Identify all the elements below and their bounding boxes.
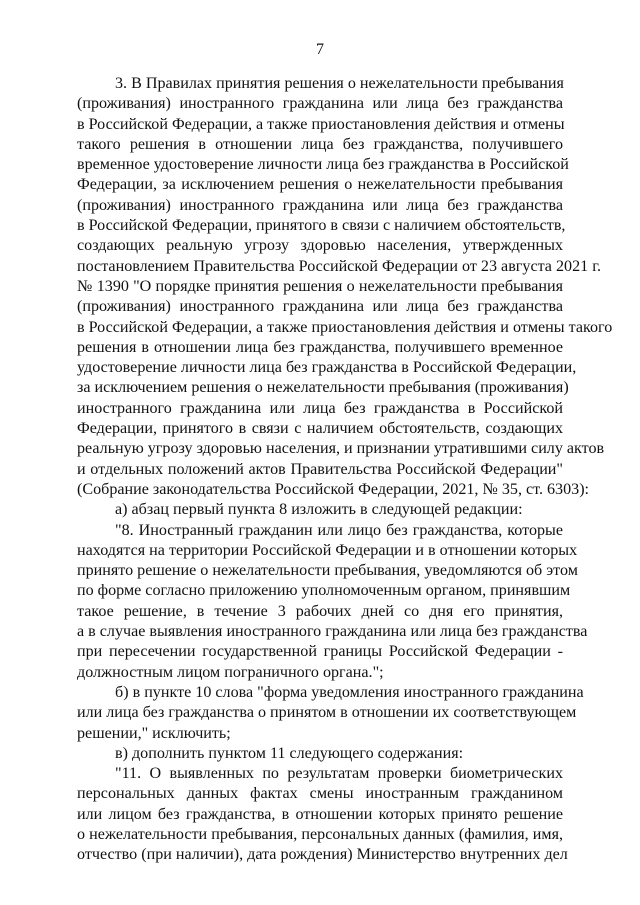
text-line: постановлением Правительства Российской Федерации от 23 августа 2021 г. — [77, 257, 601, 275]
text-line: создающих реальную угрозу здоровью населения, утвержденных — [77, 237, 563, 255]
text-line: временное удостоверение личности лица без гражданства в Российской — [77, 156, 569, 174]
text-line: реальную угрозу здоровью населения, и признании утратившими силу актов — [77, 440, 605, 458]
text-line: № 1390 "О порядке принятия решения о нежелательности пребывания — [77, 277, 563, 295]
text-line: а в случае выявления иностранного гражданина или лица без гражданства — [77, 623, 588, 641]
document-body — [77, 74, 613, 866]
text-line: "8. Иностранный гражданин или лицо без гражданства, которые — [115, 521, 563, 539]
text-line: по форме согласно приложению уполномоченным органом, принявшим — [77, 582, 571, 600]
text-line: персональных данных фактах смены иностранным гражданином — [77, 785, 563, 803]
paragraph — [77, 764, 568, 865]
text-line: при пересечении государственной границы Российской Федерации - — [77, 643, 563, 661]
text-line: а) абзац первый пункта 8 изложить в следующей редакции: — [115, 501, 523, 519]
text-line: о нежелательности пребывания, персональных данных (фамилия, имя, — [77, 825, 563, 843]
text-line: (проживания) иностранного гражданина или лица без гражданства — [77, 95, 563, 113]
text-line: решении," исключить; — [77, 724, 231, 742]
text-line: в Российской Федерации, а также приостановления действия и отмены такого — [77, 318, 613, 336]
text-line: Федерации, за исключением решения о нежелательности пребывания — [77, 176, 563, 194]
text-line: принято решение о нежелательности пребывания, уведомляются об этом — [77, 562, 578, 580]
page-number: 7 — [316, 41, 324, 58]
text-line: находятся на территории Российской Федерации и в отношении которых — [77, 541, 578, 559]
text-line: решения в отношении лица без гражданства, получившего временное — [77, 338, 563, 356]
text-line: б) в пункте 10 слова "форма уведомления иностранного гражданина — [115, 683, 584, 701]
paragraph — [77, 744, 563, 764]
text-line: или лицом без гражданства, в отношении которых принято решение — [77, 805, 563, 823]
paragraph — [77, 521, 588, 683]
text-line: или лица без гражданства о принятом в отношении их соответствующем — [77, 704, 577, 722]
text-line: (Собрание законодательства Российской Федерации, 2021, № 35, ст. 6303): — [77, 480, 590, 498]
text-line: в Российской Федерации, а также приостановления действия и отмены — [77, 115, 565, 133]
text-line: в) дополнить пунктом 11 следующего содержания: — [115, 744, 464, 762]
text-line: и отдельных положений актов Правительства Российской Федерации" — [77, 460, 563, 478]
text-line: за исключением решения о нежелательности пребывания (проживания) — [77, 379, 569, 397]
text-line: удостоверение личности лица без гражданства в Российской Федерации, — [77, 359, 577, 377]
text-line: (проживания) иностранного гражданина или лица без гражданства — [77, 298, 563, 316]
paragraph — [77, 683, 584, 744]
text-line: такого решения в отношении лица без гражданства, получившего — [77, 135, 563, 153]
paragraph — [77, 500, 563, 520]
text-line: иностранного гражданина или лица без гражданства в Российской — [77, 399, 563, 417]
text-line: 3. В Правилах принятия решения о нежелательности пребывания — [115, 75, 564, 92]
text-line: (проживания) иностранного гражданина или лица без гражданства — [77, 196, 563, 214]
text-line: Федерации, принятого в связи с наличием обстоятельств, создающих — [77, 420, 563, 438]
text-line: в Российской Федерации, принятого в связи с наличием обстоятельств, — [77, 217, 566, 235]
text-line: должностным лицом пограничного органа."; — [77, 663, 384, 681]
text-line: "11. О выявленных по результатам проверки биометрических — [115, 765, 563, 783]
text-line: отчество (при наличии), дата рождения) Министерство внутренних дел — [77, 846, 568, 864]
text-line: такое решение, в течение 3 рабочих дней со дня его принятия, — [77, 602, 563, 620]
paragraph — [77, 74, 613, 500]
